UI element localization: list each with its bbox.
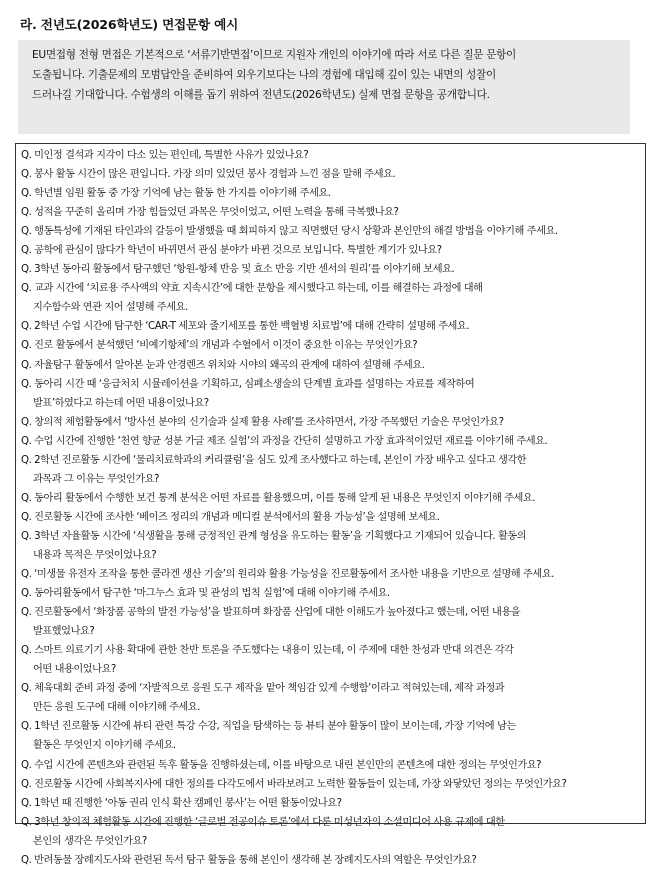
question-item [21,584,645,603]
intro-line: 드러나길 기대합니다. 수험생의 이해를 돕기 위하여 전년도(2026학년도) 실제 면접 문항을 공개합니다. [32,89,490,101]
question-text: Q. 미인정 결석과 지각이 다소 있는 편인데, 특별한 사유가 있었나요? [21,150,309,161]
question-text: Q. 3학년 동아리 활동에서 탐구했던 ‘항원-항체 반응 및 효소 반응 기반 센서의 원리’를 이야기해 보세요. [21,264,455,276]
question-text: Q. 반려동물 장례지도사와 관련된 독서 탐구 활동을 통해 본인이 생각해 본 장례지도사의 역할은 무엇인가요? [21,854,477,866]
question-text: Q. 성적을 꾸준히 올리며 가장 힘들었던 과목은 무엇이었고, 어떤 노력을 통해 극복했나요? [21,207,399,219]
question-item [21,241,645,260]
question-text: Q. 행동특성에 기재된 타인과의 갈등이 발생했을 때 회피하지 않고 직면했던 당시 상황과 본인만의 해결 방법을 이야기해 주세요. [21,226,558,238]
question-text: Q. ‘미생물 유전자 조작을 통한 콜라겐 생산 기술’의 원리와 활용 가능성을 진로활동에서 조사한 내용을 기반으로 설명해 주세요. [21,569,554,581]
question-text-continued: 과목과 그 이유는 무엇인가요? [33,473,160,485]
question-text: Q. 공학에 관심이 많다가 학년이 바뀌면서 관심 분야가 바뀐 것으로 보입니다. 특별한 계기가 있나요? [21,245,442,257]
question-item [21,717,645,755]
question-item [21,679,645,717]
question-text: Q. 3학년 자율활동 시간에 ‘식생활을 통해 긍정적인 관계 형성을 유도하는 활동’을 기획했다고 기재되어 있습니다. 활동의 [21,530,527,542]
question-text: Q. 동아리 시간 때 ‘응급처치 시뮬레이션을 기획하고, 심폐소생술의 단계별 효과를 설명하는 자료를 제작하여 [21,378,475,390]
question-item [21,794,645,813]
section-title: 라. 전년도(2026학년도) 면접문항 예시 [20,17,239,32]
question-text-continued: 발표’하였다고 하는데 어떤 내용이었나요? [33,397,209,409]
question-item [21,508,645,527]
question-item [21,451,645,489]
question-item [21,222,645,241]
question-text: Q. 동아리활동에서 탐구한 ‘마그누스 효과 및 관성의 법칙 실험’에 대해 이야기해 주세요. [21,588,390,600]
question-item [21,813,645,851]
question-item [21,489,645,508]
question-item [21,565,645,584]
question-text: Q. 자율탐구 활동에서 알아본 눈과 안경렌즈 위치와 시야의 왜곡의 관계에 대하여 설명해 주세요. [21,359,425,371]
question-text: Q. 1학년 때 진행한 ‘아동 권리 인식 확산 캠페인 봉사’는 어떤 활동이었나요? [21,797,342,809]
question-text-continued: 본인의 생각은 무엇인가요? [33,835,147,847]
question-text: Q. 동아리 활동에서 수행한 보건 통계 분석은 어떤 자료를 활용했으며, 이를 통해 알게 된 내용은 무엇인지 이야기해 주세요. [21,492,536,504]
question-item [21,432,645,451]
question-text: Q. 스마트 의료기기 사용 확대에 관한 찬반 토론을 주도했다는 내용이 있는데, 이 주제에 대한 찬성과 반대 의견은 각각 [21,645,514,657]
question-item [21,851,645,870]
question-text: Q. 2학년 진로활동 시간에 ‘물리치료학과의 커리큘럼’을 심도 있게 조사했다고 하는데, 본인이 가장 배우고 싶다고 생각한 [21,454,527,466]
question-item [21,203,645,222]
question-text: Q. 학년별 임원 활동 중 가장 기억에 남는 활동 한 가지를 이야기해 주세요. [21,188,331,200]
question-item [21,413,645,432]
question-text-continued: 지수함수와 연관 지어 설명해 주세요. [33,302,188,314]
question-text: Q. 2학년 수업 시간에 탐구한 ‘CAR-T 세포와 줄기세포를 통한 백혈병 치료법’에 대해 간략히 설명해 주세요. [21,321,470,333]
question-item [21,260,645,279]
question-item [21,146,645,165]
question-text-continued: 어떤 내용이었나요? [33,664,116,676]
question-text: Q. 진로활동 시간에 사회복지사에 대한 정의를 다각도에서 바라보려고 노력한 활동들이 있는데, 가장 와닿았던 정의는 무엇인가요? [21,778,567,790]
question-text-continued: 활동은 무엇인지 이야기해 주세요. [33,740,176,752]
question-item [21,336,645,355]
question-item [21,527,645,565]
question-list [15,143,646,866]
question-item [21,184,645,203]
question-text: Q. 진로 활동에서 분석했던 ‘비예기항체’의 개념과 수혈에서 이것이 중요한 이유는 무엇인가요? [21,340,418,352]
question-item [21,279,645,317]
question-text: Q. 진로활동 시간에 조사한 ‘베이즈 정리의 개념과 메디컬 분석에서의 활용 가능성’을 설명해 보세요. [21,511,440,523]
intro-line: EU면접형 전형 면접은 기본적으로 ‘서류기반면접’이므로 지원자 개인의 이야기에 따라 서로 다른 질문 문항이 [32,49,516,61]
question-text-continued: 만든 응원 도구에 대해 이야기해 주세요. [33,702,200,714]
question-item [21,641,645,679]
question-text: Q. 수업 시간에 콘텐츠와 관련된 독후 활동을 진행하셨는데, 이를 바탕으로 내린 본인만의 콘텐츠에 대한 정의는 무엇인가요? [21,759,542,771]
question-text: Q. 교과 시간에 ‘치료용 주사액의 약효 지속시간’에 대한 문항을 제시했다고 하는데, 이를 해결하는 과정에 대해 [21,283,483,295]
question-item [21,356,645,375]
question-text: Q. 3학년 창의적 체험활동 시간에 진행한 ‘글로벌 전공이슈 토론’에서 다룬 미성년자의 소셜미디어 사용 규제에 대한 [21,816,505,828]
intro-box [18,40,630,134]
question-item [21,165,645,184]
question-text: Q. 수업 시간에 진행한 ‘천연 향균 성분 가글 제조 실험’의 과정을 간단히 설명하고 가장 효과적이었던 재료를 이야기해 주세요. [21,435,548,447]
question-item [21,375,645,413]
question-text: Q. 1학년 진로활동 시간에 뷰티 관련 특강 수강, 직업을 탐색하는 등 뷰티 분야 활동이 많이 보이는데, 가장 기억에 남는 [21,721,516,733]
question-text-continued: 발표했었나요? [33,626,95,638]
question-text: Q. 진로활동에서 ‘화장품 공학의 발전 가능성’을 발표하며 화장품 산업에 대한 이해도가 높아졌다고 했는데, 어떤 내용을 [21,607,521,619]
question-item [21,756,645,775]
question-text: Q. 봉사 활동 시간이 많은 편입니다. 가장 의미 있었던 봉사 경험과 느낀 점을 말해 주세요. [21,169,396,181]
intro-line: 도출됩니다. 기출문제의 모범답안을 준비하여 외우기보다는 나의 경험에 대입해 깊이 있는 내면의 성찰이 [32,69,496,81]
question-text: Q. 창의적 체험활동에서 ‘방사선 분야의 신기술과 실제 활용 사례’를 조사하면서, 가장 주목했던 기술은 무엇인가요? [21,416,504,428]
question-text-continued: 내용과 목적은 무엇이었나요? [33,549,157,561]
question-item [21,775,645,794]
question-item [21,603,645,641]
question-text: Q. 체육대회 준비 과정 중에 ‘자발적으로 응원 도구 제작을 맡아 책임감 있게 수행함’이라고 적혀있는데, 제작 과정과 [21,683,505,695]
question-item [21,317,645,336]
